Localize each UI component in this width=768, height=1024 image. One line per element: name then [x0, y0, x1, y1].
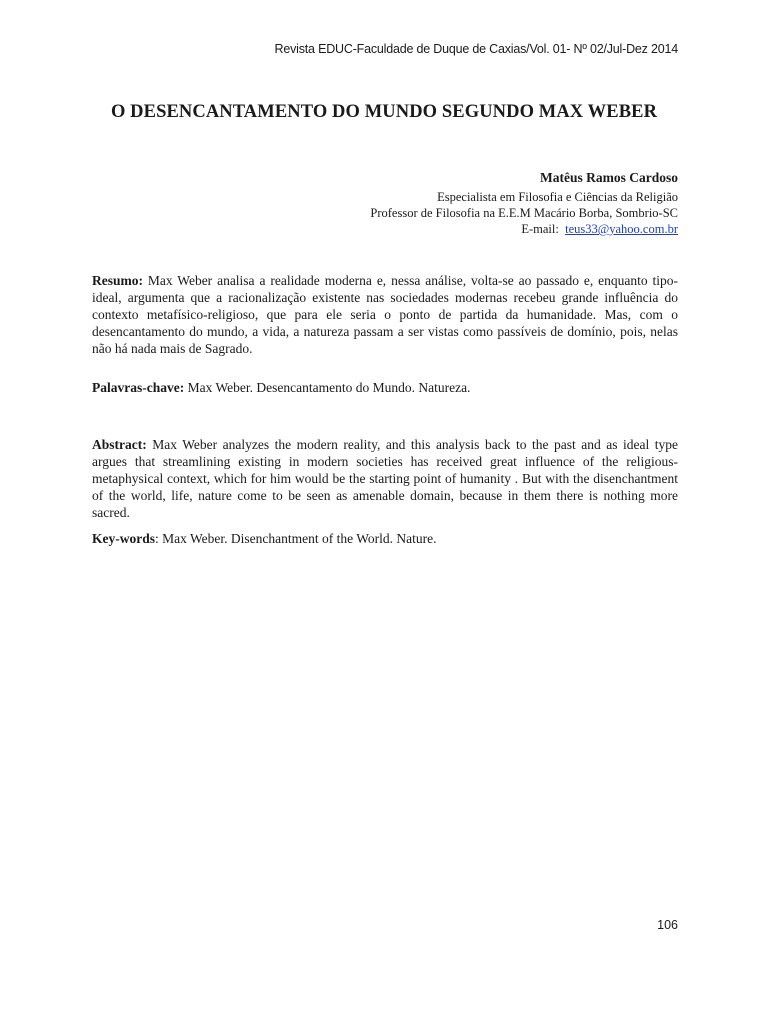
abstract-label: Abstract: — [92, 437, 147, 452]
resumo-paragraph — [92, 272, 678, 357]
author-affiliation-2: Professor de Filosofia na E.E.M Macário Borba, Sombrio-SC — [370, 206, 678, 220]
resumo-text: Max Weber analisa a realidade moderna e, nessa análise, volta-se ao passado e, enquanto tipo-ideal, argumenta que a racionalização existente nas sociedades modernas recebeu grande influência do contexto metafísico-religioso, que para ele seria o ponto de partida da humanidade. Mas, com o desencantamento do mundo, a vida, a natureza passam a ser vistas como passíveis de domínio, pois, nelas não há nada mais de Sagrado. — [92, 273, 678, 356]
author-block — [370, 170, 678, 237]
author-name: Matêus Ramos Cardoso — [540, 170, 678, 185]
paper-title: O DESENCANTAMENTO DO MUNDO SEGUNDO MAX WEBER — [110, 102, 658, 122]
key-words-text: : Max Weber. Disenchantment of the World. Nature. — [155, 531, 437, 546]
email-label: E-mail: — [521, 222, 559, 236]
email-link[interactable]: teus33@yahoo.com.br — [565, 222, 678, 236]
palavras-chave-label: Palavras-chave: — [92, 380, 185, 395]
journal-header: Revista EDUC-Faculdade de Duque de Caxias/Vol. 01- Nº 02/Jul-Dez 2014 — [274, 42, 678, 56]
abstract-paragraph — [92, 436, 678, 521]
palavras-chave-paragraph — [92, 379, 678, 396]
resumo-label: Resumo: — [92, 273, 143, 288]
key-words-label: Key-words — [92, 531, 155, 546]
page-number: 106 — [657, 918, 678, 932]
author-email-line — [370, 221, 678, 237]
key-words-paragraph — [92, 530, 678, 547]
palavras-chave-text: Max Weber. Desencantamento do Mundo. Natureza. — [184, 380, 471, 395]
abstract-text: Max Weber analyzes the modern reality, and this analysis back to the past and as ideal type argues that streamlining existing in modern societies has received great influence of the religious-metaphysical context, which for him would be the starting point of humanity . But with the disenchantment of the world, life, nature come to be seen as amenable domain, because in them there is nothing more sacred. — [92, 437, 678, 520]
author-affiliation-1: Especialista em Filosofia e Ciências da Religião — [437, 190, 678, 204]
